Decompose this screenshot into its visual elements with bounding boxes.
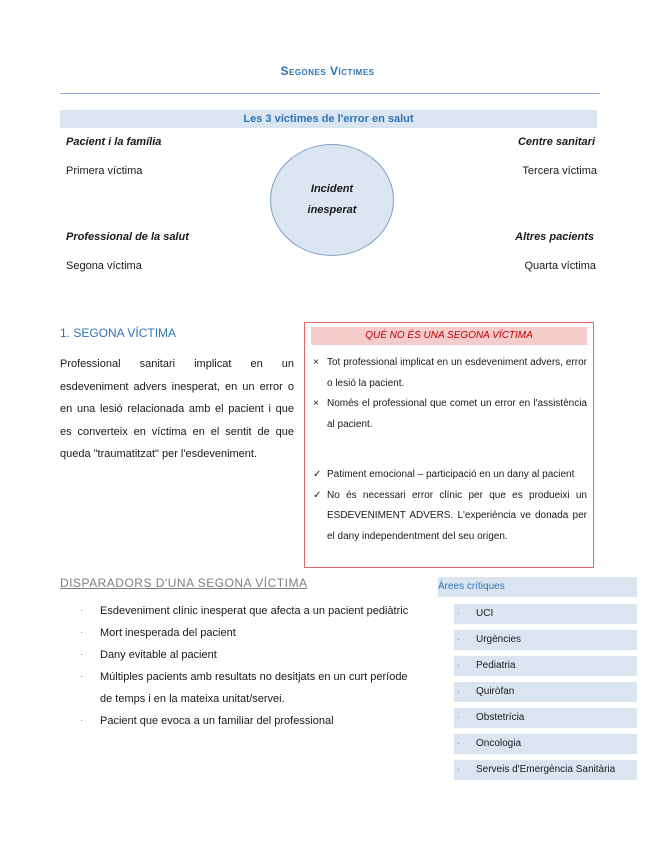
altres-value: Quarta víctima [524,260,596,272]
triggers-list [80,600,420,732]
not-second-victim-box [304,322,594,568]
list-item: · Mort inesperada del pacient [80,622,420,644]
check-icon: ✓ [313,469,322,480]
list-item: · Esdeveniment clínic inesperat que afecta a un pacient pediàtric [80,600,420,622]
bullet-icon: · [457,713,460,722]
page-title: Segones Víctimes [280,64,375,78]
area-row: · Obstetrícia [454,708,637,728]
list-item: · Dany evitable al pacient [80,644,420,666]
list-item: · Pacient que evoca a un familiar del professional [80,710,420,732]
incident-line1: Incident [310,183,354,195]
section1-heading: 1. SEGONA VÍCTIMA [60,326,177,340]
victims-heading: Les 3 víctimes de l'error en salut [60,110,597,128]
yes-list [313,465,587,547]
area-row: · UCI [454,604,637,624]
cross-icon: × [313,398,319,409]
list-item: × Només el professional que comet un error en l'assistència al pacient. [313,394,587,435]
list-item: ✓ Patiment emocional – participació en un dany al pacient [313,465,587,486]
centre-value: Tercera víctima [522,165,597,177]
area-row: · Urgències [454,630,637,650]
title-divider [60,93,600,94]
bullet-icon: · [457,765,460,774]
area-row: · Quiròfan [454,682,637,702]
section2-heading: DISPARADORS D'UNA SEGONA VÍCTIMA [60,576,308,590]
incident-line2: inesperat [307,204,357,216]
areas-heading: Àrees crítiques [438,577,637,597]
area-row: · Serveis d'Emergència Sanitària [454,760,637,780]
check-icon: ✓ [313,489,322,501]
bullet-icon: · [457,687,460,696]
pacient-label: Pacient i la família [66,136,162,148]
bullet-icon: · [80,605,84,616]
professional-label: Professional de la salut [66,231,189,243]
box-heading: QUÈ NO ÉS UNA SEGONA VÍCTIMA [311,327,587,345]
bullet-icon: · [457,635,460,644]
bullet-icon: · [457,661,460,670]
cross-icon: × [313,357,319,368]
area-row: · Oncologia [454,734,637,754]
bullet-icon: · [457,739,460,748]
bullet-icon: · [80,715,84,726]
no-list [313,353,587,435]
altres-label: Altres pacients [515,231,594,243]
incident-circle [270,144,394,256]
section1-paragraph: Professional sanitari implicat en un esdeveniment advers inesperat, en un error o en una lesió relacionada amb el pacient i que es converteix en víctima en el sentit de que queda "traumatitzat" per l'esdeveniment. [60,358,294,460]
bullet-icon: · [457,609,460,618]
centre-label: Centre sanitari [517,136,595,148]
list-item: × Tot professional implicat en un esdeveniment advers, error o lesió la pacient. [313,353,587,394]
list-item: ✓ No és necessari error clínic per que es produeixi un ESDEVENIMENT ADVERS. L'experiència ve donada per el dany independentment del seu origen. [313,486,587,548]
bullet-icon: · [80,649,84,660]
bullet-icon: · [80,627,84,638]
professional-value: Segona víctima [66,260,142,272]
list-item: · Múltiples pacients amb resultats no desitjats en un curt període de temps i en la mateixa unitat/servei. [80,666,420,710]
area-row: · Pediatria [454,656,637,676]
pacient-value: Primera víctima [66,165,143,177]
bullet-icon: · [80,671,84,682]
